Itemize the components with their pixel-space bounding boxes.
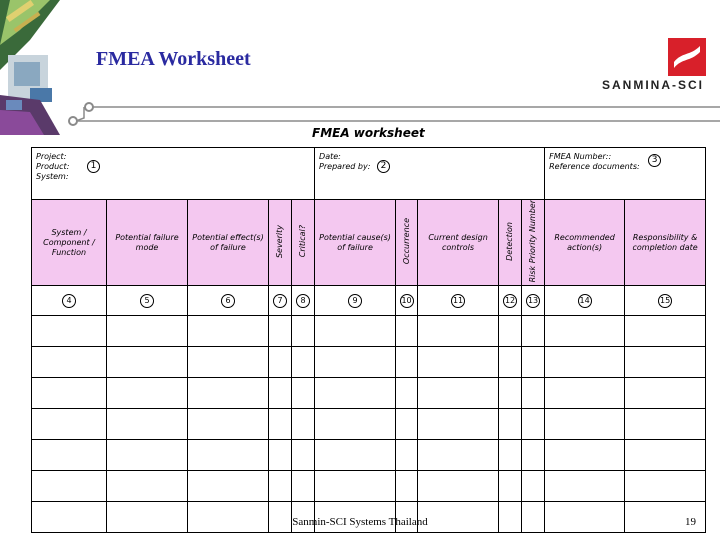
table-cell [545,471,625,502]
marker-13: 13 [526,294,540,308]
reference-documents-label: Reference documents: [549,162,640,171]
table-row [32,471,706,502]
table-cell [32,316,107,347]
table-cell [625,316,706,347]
col-header-potential-effects: Potential effect(s) of failure [188,200,269,286]
table-cell [32,409,107,440]
col-header-system-component-function: System / Component / Function [32,200,107,286]
table-cell [32,378,107,409]
table-cell [107,471,188,502]
table-cell [107,378,188,409]
table-cell [269,409,292,440]
table-cell [418,316,499,347]
col-header-critical: Critical? [292,200,315,286]
table-cell [625,378,706,409]
table-cell [522,316,545,347]
col-header-current-design-controls: Current design controls [418,200,499,286]
table-cell [545,316,625,347]
table-cell [418,378,499,409]
table-cell [32,471,107,502]
table-cell [315,347,396,378]
info-row [32,148,706,200]
table-cell [315,471,396,502]
table-cell [292,347,315,378]
table-row [32,409,706,440]
product-label: Product: [36,162,70,171]
table-cell [107,409,188,440]
col-header-risk-priority-number: Risk Priority Number [522,200,545,286]
blank-entry-rows [32,316,706,533]
table-cell [188,316,269,347]
table-cell [292,440,315,471]
table-cell [188,440,269,471]
marker-1: 1 [87,160,100,173]
marker-9: 9 [348,294,362,308]
table-cell [396,378,418,409]
table-cell [522,378,545,409]
system-label: System: [36,172,69,181]
project-label: Project: [36,152,67,161]
table-cell [315,440,396,471]
project-info-cell [32,148,315,200]
table-cell [292,409,315,440]
table-cell [107,316,188,347]
table-cell [396,440,418,471]
table-row [32,440,706,471]
table-cell [315,316,396,347]
marker-10: 10 [400,294,414,308]
column-marker-row [32,286,706,316]
table-cell [625,347,706,378]
table-cell [545,440,625,471]
table-cell [625,409,706,440]
table-cell [499,347,522,378]
date-label: Date: [319,152,341,161]
table-cell [418,347,499,378]
table-cell [292,471,315,502]
table-cell [499,471,522,502]
table-row [32,316,706,347]
marker-2: 2 [377,160,390,173]
table-cell [545,378,625,409]
marker-6: 6 [221,294,235,308]
col-header-recommended-actions: Recommended action(s) [545,200,625,286]
table-cell [188,378,269,409]
col-header-responsibility-completion-date: Responsibility & completion date [625,200,706,286]
date-info-cell [315,148,545,200]
table-cell [107,347,188,378]
col-header-detection: Detection [499,200,522,286]
table-cell [269,316,292,347]
marker-7: 7 [273,294,287,308]
table-cell [625,471,706,502]
table-cell [522,471,545,502]
marker-14: 14 [578,294,592,308]
table-cell [396,471,418,502]
table-cell [32,440,107,471]
table-cell [292,316,315,347]
sanmina-logo-icon [668,38,706,76]
fmea-number-info-cell [545,148,706,200]
table-cell [418,409,499,440]
table-cell [522,347,545,378]
table-cell [269,347,292,378]
col-header-severity: Severity [269,200,292,286]
prepared-by-label: Prepared by: [319,162,371,171]
table-cell [499,409,522,440]
column-header-row [32,200,706,286]
table-cell [188,409,269,440]
table-cell [522,440,545,471]
table-cell [107,440,188,471]
marker-15: 15 [658,294,672,308]
col-header-potential-causes: Potential cause(s) of failure [315,200,396,286]
table-cell [418,471,499,502]
table-cell [32,347,107,378]
table-cell [625,440,706,471]
table-cell [188,347,269,378]
brand-name: SANMINA-SCI [602,78,704,92]
slide-title: FMEA Worksheet [96,48,251,70]
marker-5: 5 [140,294,154,308]
table-cell [188,471,269,502]
table-cell [545,347,625,378]
table-row [32,378,706,409]
fmea-worksheet-table [31,147,705,515]
table-cell [396,347,418,378]
table-cell [269,440,292,471]
table-cell [499,378,522,409]
footer-text: Sanmin-SCI Systems Thailand [292,516,428,528]
table-cell [292,378,315,409]
marker-12: 12 [503,294,517,308]
marker-4: 4 [62,294,76,308]
table-cell [545,409,625,440]
table-cell [522,409,545,440]
table-cell [499,316,522,347]
table-cell [396,316,418,347]
table-row [32,347,706,378]
table-cell [499,440,522,471]
page-number: 19 [685,516,696,528]
table-cell [418,440,499,471]
marker-3: 3 [648,154,661,167]
table-cell [315,378,396,409]
table-cell [396,409,418,440]
col-header-potential-failure-mode: Potential failure mode [107,200,188,286]
table-cell [269,471,292,502]
col-header-occurrence: Occurrence [396,200,418,286]
fmea-number-label: FMEA Number:: [549,152,612,161]
marker-8: 8 [296,294,310,308]
marker-11: 11 [451,294,465,308]
worksheet-title: FMEA worksheet [312,126,425,140]
table-cell [269,378,292,409]
table-cell [315,409,396,440]
